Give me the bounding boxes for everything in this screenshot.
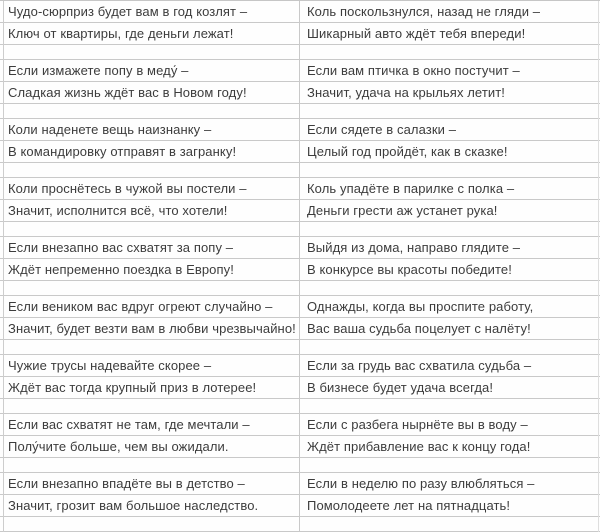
table-row [0, 473, 600, 495]
table-row [0, 355, 600, 377]
table-cell [0, 340, 300, 354]
table-cell [300, 178, 600, 199]
spacer-row [0, 222, 600, 237]
table-row [0, 237, 600, 259]
table-row [0, 436, 600, 458]
table-cell [300, 318, 600, 339]
table-cell [0, 222, 300, 236]
fortune-line: Чужие трусы надевайте скорее – [8, 358, 212, 373]
table-row [0, 259, 600, 281]
fortune-line: Вас ваша судьба поцелует с налёту! [307, 321, 531, 336]
table-cell [0, 495, 300, 516]
fortune-line: В конкурсе вы красоты победите! [307, 262, 512, 277]
fortune-line: Коль поскользнулся, назад не гляди – [307, 4, 541, 19]
table-cell [300, 222, 600, 236]
fortune-line: Если с разбега нырнёте вы в воду – [307, 417, 528, 432]
table-cell [0, 259, 300, 280]
table-cell [0, 436, 300, 457]
table-cell [300, 237, 600, 258]
table-cell [300, 1, 600, 22]
table-cell [0, 517, 300, 531]
table-cell [0, 163, 300, 177]
table-cell [0, 296, 300, 317]
table-cell [300, 495, 600, 516]
table-cell [300, 414, 600, 435]
fortune-line: Если за грудь вас схватила судьба – [307, 358, 532, 373]
table-cell [0, 45, 300, 59]
fortune-line: Значит, исполнится всё, что хотели! [8, 203, 228, 218]
fortune-line: Сладкая жизнь ждёт вас в Новом году! [8, 85, 247, 100]
table-row [0, 23, 600, 45]
table-cell [300, 45, 600, 59]
fortune-line: Если внезапно впадёте вы в детство – [8, 476, 245, 491]
spacer-row [0, 458, 600, 473]
table-cell [300, 473, 600, 494]
table-cell [300, 340, 600, 354]
table-cell [300, 82, 600, 103]
table-cell [300, 104, 600, 118]
fortune-line: В командировку отправят в загранку! [8, 144, 237, 159]
table-cell [0, 119, 300, 140]
spacer-row [0, 517, 600, 532]
fortune-line: Значит, будет везти вам в любви чрезвычайно! [8, 321, 296, 336]
spacer-row [0, 45, 600, 60]
table-cell [300, 458, 600, 472]
fortune-line: Если вас схватят не там, где мечтали – [8, 417, 250, 432]
table-cell [0, 60, 300, 81]
table-cell [300, 281, 600, 295]
table-row [0, 495, 600, 517]
table-cell [0, 141, 300, 162]
fortune-line: Ключ от квартиры, где деньги лежат! [8, 26, 234, 41]
table-cell [300, 259, 600, 280]
table-cell [0, 23, 300, 44]
table-cell [0, 318, 300, 339]
fortune-line: В бизнесе будет удача всегда! [307, 380, 494, 395]
fortune-line: Если вам птичка в окно постучит – [307, 63, 520, 78]
table-row [0, 141, 600, 163]
spacer-row [0, 340, 600, 355]
fortune-line: Коли проснётесь в чужой вы постели – [8, 181, 247, 196]
fortune-line: Если в неделю по разу влюбляться – [307, 476, 535, 491]
fortune-line: Однажды, когда вы проспите работу, [307, 299, 534, 314]
spacer-row [0, 399, 600, 414]
table-cell [0, 473, 300, 494]
table-cell [300, 517, 600, 531]
table-row [0, 60, 600, 82]
table-cell [0, 104, 300, 118]
table-cell [0, 1, 300, 22]
table-cell [300, 163, 600, 177]
table-cell [0, 377, 300, 398]
table-cell [0, 414, 300, 435]
fortune-line: Ждёт прибавление вас к концу года! [307, 439, 531, 454]
table-cell [0, 178, 300, 199]
fortune-line: Если сядете в салазки – [307, 122, 457, 137]
table-cell [300, 141, 600, 162]
fortune-line: Коль упадёте в парилке с полка – [307, 181, 515, 196]
spacer-row [0, 163, 600, 178]
table-cell [300, 23, 600, 44]
fortune-line: Если веником вас вдруг огреют случайно – [8, 299, 273, 314]
fortune-line: Целый год пройдёт, как в сказке! [307, 144, 508, 159]
spacer-row [0, 281, 600, 296]
table-cell [300, 399, 600, 413]
table-cell [300, 119, 600, 140]
table-cell [0, 281, 300, 295]
table-row [0, 318, 600, 340]
table-cell [0, 355, 300, 376]
fortune-line: Если внезапно вас схватят за попу – [8, 240, 234, 255]
spacer-row [0, 104, 600, 119]
table-row [0, 377, 600, 399]
table-row [0, 178, 600, 200]
table-cell [0, 200, 300, 221]
fortune-line: Шикарный авто ждёт тебя впереди! [307, 26, 526, 41]
table-row [0, 82, 600, 104]
fortune-line: Помолодеете лет на пятнадцать! [307, 498, 511, 513]
table-cell [300, 60, 600, 81]
table-cell [0, 82, 300, 103]
fortune-line: Значит, удача на крыльях летит! [307, 85, 506, 100]
fortune-line: Если измажете попу в меду́ – [8, 63, 189, 78]
table-row [0, 200, 600, 222]
table-row [0, 119, 600, 141]
table-row [0, 414, 600, 436]
table-cell [300, 296, 600, 317]
fortune-line: Полу́чите больше, чем вы ожидали. [8, 439, 229, 454]
table-cell [300, 200, 600, 221]
fortune-line: Ждёт вас тогда крупный приз в лотерее! [8, 380, 257, 395]
fortune-line: Деньги грести аж устанет рука! [307, 203, 498, 218]
table-cell [0, 458, 300, 472]
fortune-line: Значит, грозит вам большое наследство. [8, 498, 259, 513]
table-row [0, 296, 600, 318]
table-cell [0, 237, 300, 258]
fortune-line: Ждёт непременно поездка в Европу! [8, 262, 234, 277]
fortune-line: Коли наденете вещь наизнанку – [8, 122, 212, 137]
table-cell [0, 399, 300, 413]
table-cell [300, 377, 600, 398]
table-row [0, 1, 600, 23]
table-cell [300, 355, 600, 376]
table-cell [300, 436, 600, 457]
fortune-line: Выйдя из дома, направо глядите – [307, 240, 521, 255]
fortune-line: Чудо-сюрприз будет вам в год козлят – [8, 4, 248, 19]
